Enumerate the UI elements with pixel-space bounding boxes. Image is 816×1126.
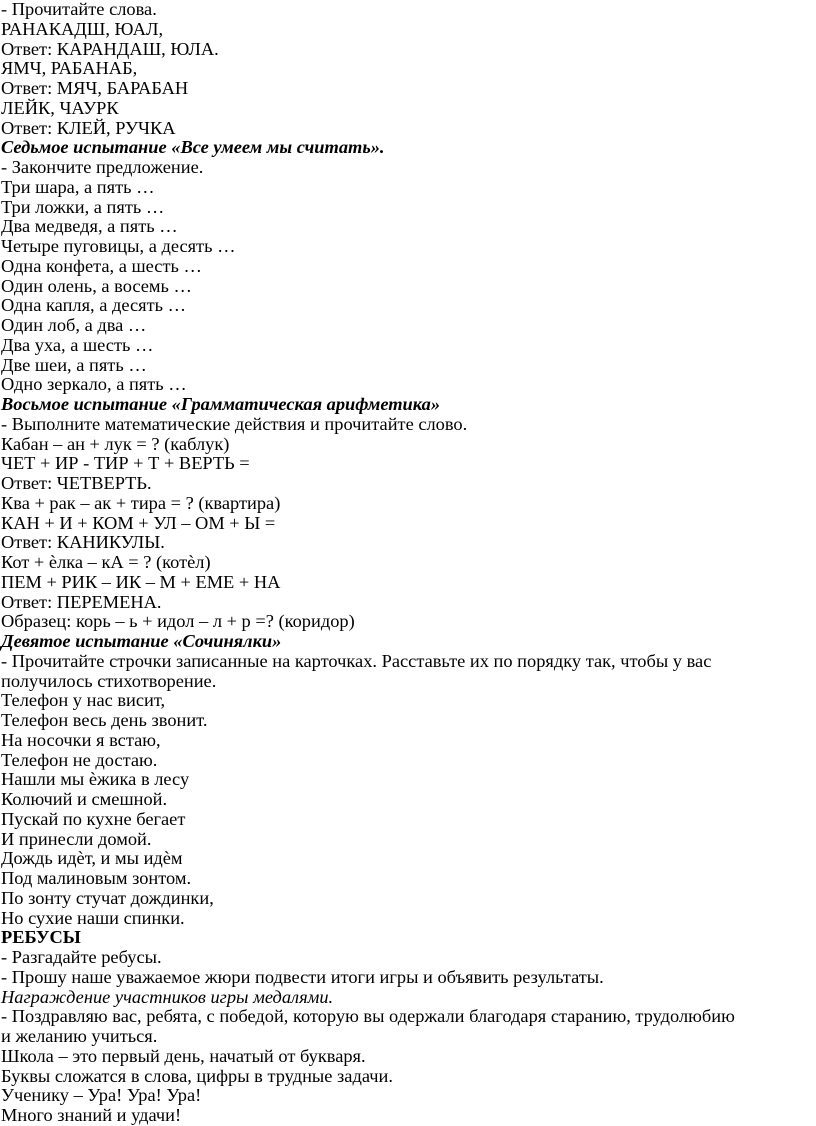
section-heading-seventh-test: Седьмое испытание «Все умеем мы считать». (1, 137, 385, 158)
task-line: Два медведя, а пять … (1, 216, 178, 237)
closing-line: Буквы сложатся в слова, цифры в трудные задачи. (1, 1065, 393, 1086)
task-line: Один лоб, а два … (1, 315, 147, 335)
instruction-line: - Разгадайте ребусы. (1, 947, 162, 967)
poem-line: Пускай по кухне бегает (1, 808, 186, 829)
poem-line: Колючий и смешной. (1, 789, 168, 809)
poem-line: Телефон весь день звонит. (1, 710, 208, 730)
award-note: Награждение участников игры медалями. (1, 986, 334, 1007)
closing-line: Много знаний и удачи! (1, 1105, 182, 1125)
poem-line: Дождь идѐт, и мы идѐм (1, 848, 183, 869)
puzzle-line: Кот + ѐлка – кА = ? (котѐл) (1, 552, 211, 572)
instruction-line: - Выполните математические действия и прочитайте слово. (1, 413, 468, 434)
task-line: Два уха, а шесть … (1, 334, 154, 355)
puzzle-line: ЛЕЙК, ЧАУРК (1, 97, 119, 118)
answer-line: Ответ: КАНИКУЛЫ. (1, 532, 165, 553)
puzzle-line: КАН + И + КОМ + УЛ – ОМ + Ы = (1, 512, 276, 533)
answer-line: Ответ: КЛЕЙ, РУЧКА (1, 117, 176, 138)
answer-line: Ответ: ЧЕТВЕРТЬ. (1, 473, 152, 493)
poem-line: Телефон у нас висит, (1, 690, 166, 711)
task-line: Одно зеркало, а пять … (1, 374, 187, 395)
puzzle-line: ЧЕТ + ИР - ТИР + Т + ВЕРТЬ = (1, 453, 250, 474)
poem-line: И принесли домой. (1, 828, 152, 849)
task-line: Одна конфета, а шесть … (1, 255, 202, 276)
answer-line: Ответ: ПЕРЕМЕНА. (1, 591, 162, 612)
task-line: Две шеи, а пять … (1, 354, 147, 375)
task-line: Одна капля, а десять … (1, 295, 187, 316)
closing-line: Ученику – Ура! Ура! Ура! (1, 1085, 202, 1106)
answer-line: Ответ: МЯЧ, БАРАБАН (1, 78, 189, 98)
instruction-line: - Прочитайте слова. (1, 0, 157, 19)
puzzle-line: Ква + рак – ак + тира = ? (квартира) (1, 492, 281, 513)
instruction-paragraph: - Прочитайте строчки записанные на карточках. Расставьте их по порядку так, чтобы у вас получилось стихотворение. (1, 650, 712, 691)
poem-line: Но сухие наши спинки. (1, 907, 185, 928)
poem-line: Под малиновым зонтом. (1, 868, 192, 888)
task-line: Один олень, а восемь … (1, 275, 192, 296)
task-line: Четыре пуговицы, а десять … (1, 236, 236, 256)
answer-line: Ответ: КАРАНДАШ, ЮЛА. (1, 38, 219, 59)
puzzle-line: РАНАКАДШ, ЮАЛ, (1, 18, 164, 39)
puzzle-line: ПЕМ + РИК – ИК – М + ЕМЕ + НА (1, 571, 281, 592)
instruction-line: - Закончите предложение. (1, 157, 204, 177)
instruction-line: - Прошу наше уважаемое жюри подвести итоги игры и объявить результаты. (1, 966, 604, 987)
poem-line: Нашли мы ѐжика в лесу (1, 769, 190, 790)
task-line: Три ложки, а пять … (1, 196, 165, 217)
poem-line: Телефон не достаю. (1, 749, 158, 770)
poem-line: По зонту стучат дождинки, (1, 887, 214, 908)
closing-line: Школа – это первый день, начатый от букваря. (1, 1045, 366, 1066)
puzzle-line: Кабан – ан + лук = ? (каблук) (1, 433, 230, 454)
example-line: Образец: корь – ь + идол – л + р =? (коридор) (1, 611, 355, 632)
section-heading-rebuses: РЕБУСЫ (1, 927, 81, 948)
section-heading-eighth-test: Восьмое испытание «Грамматическая арифметика» (1, 394, 441, 414)
puzzle-line: ЯМЧ, РАБАНАБ, (1, 58, 138, 79)
congratulation-paragraph: - Поздравляю вас, ребята, с победой, которую вы одержали благодаря старанию, трудолюбию и желанию учиться. (1, 1006, 735, 1046)
section-heading-ninth-test: Девятое испытание «Сочинялки» (1, 631, 282, 651)
poem-line: На носочки я встаю, (1, 729, 161, 750)
task-line: Три шара, а пять … (1, 176, 155, 197)
